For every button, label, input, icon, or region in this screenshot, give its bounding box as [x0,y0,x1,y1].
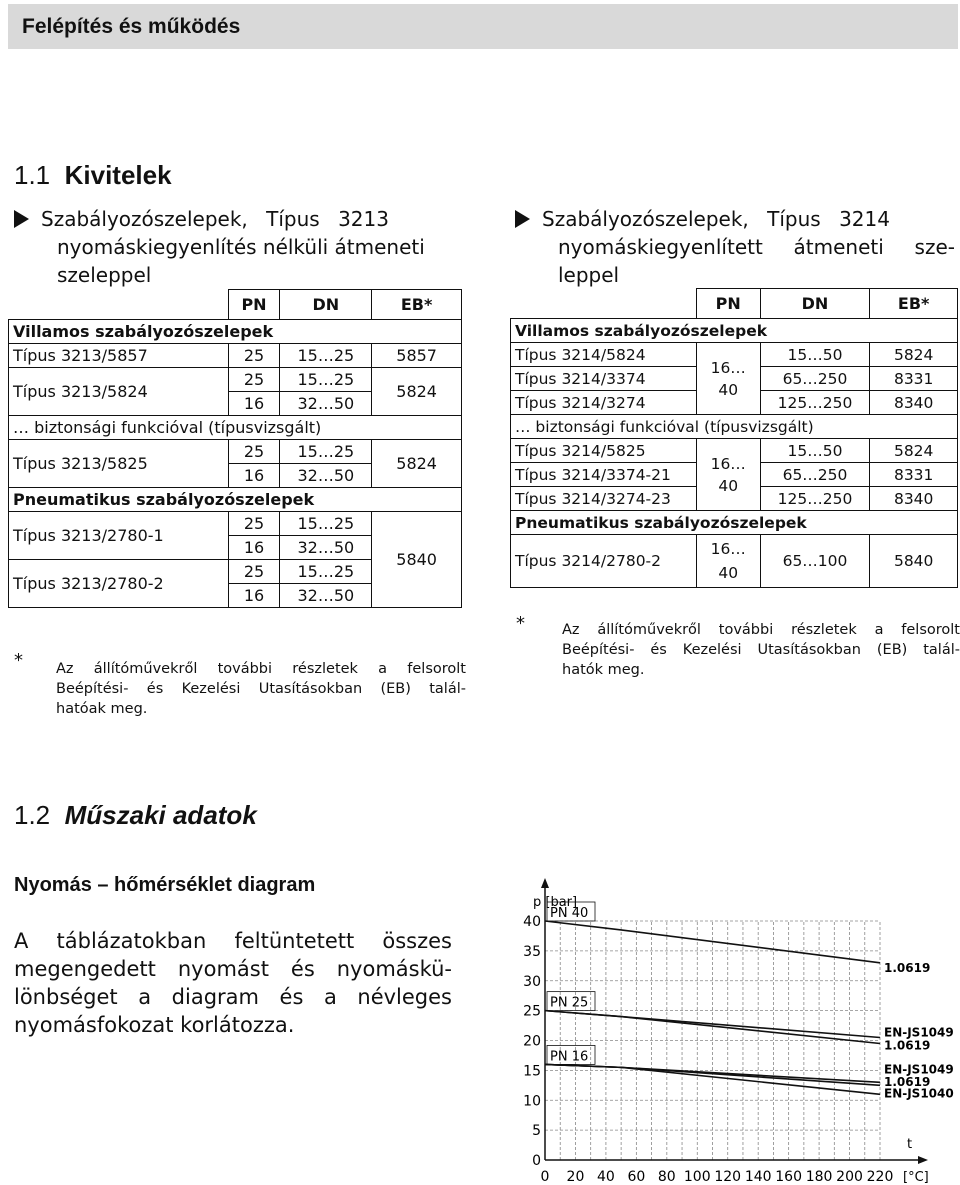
row-type: Típus 3213/5824 [9,368,229,416]
row-eb: 8340 [870,487,958,511]
row-eb: 5840 [870,535,958,588]
row-dn: 125…250 [760,487,870,511]
para-line-3: lönbséget a diagram és a névleges [14,985,452,1009]
section-2-title [14,800,257,831]
chart-curve-labels [884,961,954,1100]
pressure-temperature-chart [515,878,960,1185]
row-type: Típus 3214/5824 [511,343,697,367]
row-pn: 25 [228,368,280,392]
bullet-triangle-icon [14,210,29,228]
caption-pneumatic: Pneumatikus szabályozószelepek [9,488,462,512]
row-eb: 5824 [372,368,462,416]
left-intro [14,205,454,289]
row-dn: 15…50 [760,343,870,367]
row-pn: 16… 40 [696,535,760,588]
row-type: Típus 3214/3274-23 [511,487,697,511]
left-intro-line-2: nyomáskiegyenlítés nélküli átmeneti [57,235,425,259]
x-tick-label: 40 [596,1169,615,1185]
diagram-paragraph [14,927,452,1039]
row-pn: 16… 40 [696,343,760,415]
left-intro-text-1: Szabályozószelepek, Típus 3213 [41,207,389,231]
curve-label: 1.0619 [884,1075,931,1090]
row-pn: 25 [228,512,280,536]
row-pn: 25 [228,440,280,464]
row-pn: 16 [228,584,280,608]
section-1-number: 1.1 [14,160,51,190]
note-line-3: hatóak meg. [56,701,148,717]
row-eb: 8331 [870,463,958,487]
y-axis-arrow [541,878,549,888]
left-table [8,289,462,608]
page-header-title: Felépítés és működés [22,15,241,38]
band-label: PN 40 [550,906,589,921]
col-pn: PN [228,290,280,320]
section-1-title [14,160,172,191]
row-dn: 65…250 [760,463,870,487]
caption-electric: Villamos szabályozószelepek [511,319,958,343]
diagram-heading: Nyomás – hőmérséklet diagram [14,874,316,896]
x-tick-label: 20 [566,1169,585,1185]
x-tick-label: 120 [714,1169,742,1185]
y-tick-label: 5 [532,1123,541,1140]
row-dn: 125…250 [760,391,870,415]
x-axis-arrow [918,1156,928,1164]
right-intro-line-3: leppel [558,263,620,287]
y-axis-label: p [bar] [533,895,578,910]
table-row [511,343,958,367]
y-tick-label: 10 [523,1093,541,1110]
caption-safety: … biztonsági funkcióval (típusvizsgált) [511,415,958,439]
table-row [9,344,462,368]
row-dn: 15…25 [280,344,372,368]
row-eb: 8340 [870,391,958,415]
curve-label: EN-JS1049 [884,1025,954,1040]
row-dn: 15…25 [280,368,372,392]
section-2-label: Műszaki adatok [64,800,257,830]
col-pn: PN [696,289,760,319]
table-row [511,439,958,463]
table-row [511,535,958,588]
col-dn: DN [760,289,870,319]
row-dn: 15…25 [280,440,372,464]
row-dn: 15…25 [280,512,372,536]
para-line-4: nyomásfokozat korlátozza. [14,1013,295,1037]
row-type: Típus 3213/2780-1 [9,512,229,560]
col-dn: DN [280,290,372,320]
right-table-header [511,289,958,319]
row-dn: 32…50 [280,536,372,560]
chart-axes [533,878,929,1185]
caption-electric: Villamos szabályozószelepek [9,320,462,344]
page-header [8,4,958,49]
note-line-3: hatók meg. [562,662,645,678]
left-intro-line-1 [14,205,454,233]
row-dn: 65…250 [760,367,870,391]
right-footnote [516,613,960,688]
y-tick-label: 40 [523,914,541,930]
curve-label: EN-JS1049 [884,1062,954,1077]
row-eb: 5824 [870,343,958,367]
bullet-triangle-icon [515,210,530,228]
y-tick-label: 25 [523,1003,541,1020]
x-tick-label: 200 [836,1169,863,1185]
x-tick-label: 160 [775,1169,803,1185]
y-tick-label: 15 [523,1063,541,1080]
x-tick-label: 140 [744,1169,772,1185]
right-intro [515,205,955,289]
row-dn: 32…50 [280,584,372,608]
x-axis-label-symbol: t [907,1137,913,1152]
caption-safety: … biztonsági funkcióval (típusvizsgált) [9,416,462,440]
row-type: Típus 3213/2780-2 [9,560,229,608]
row-type: Típus 3214/3374-21 [511,463,697,487]
row-eb: 5824 [870,439,958,463]
caption-pneumatic: Pneumatikus szabályozószelepek [511,511,958,535]
y-tick-label: 0 [532,1153,541,1169]
row-type: Típus 3214/3374 [511,367,697,391]
row-dn: 32…50 [280,464,372,488]
band-label: PN 25 [550,995,589,1011]
para-line-2: megengedett nyomást és nyomáskü- [14,957,452,981]
row-type: Típus 3214/2780-2 [511,535,697,588]
x-tick-label: 80 [657,1169,676,1185]
note-line-1: Az állítóművekről további részletek a felsorolt [56,661,466,677]
row-eb: 5840 [372,512,462,608]
row-eb: 8331 [870,367,958,391]
right-intro-text-1: Szabályozószelepek, Típus 3214 [542,207,890,231]
x-tick-label: 180 [805,1169,833,1185]
row-dn: 15…25 [280,560,372,584]
note-line-2: Beépítési- és Kezelési Utasításokban (EB) talál- [56,681,466,697]
row-type: Típus 3214/5825 [511,439,697,463]
y-tick-label: 20 [523,1033,541,1050]
row-pn: 16 [228,392,280,416]
x-tick-label: 220 [866,1169,894,1185]
row-type: Típus 3213/5857 [9,344,229,368]
table-row [9,512,462,536]
row-type: Típus 3213/5825 [9,440,229,488]
row-type: Típus 3214/3274 [511,391,697,415]
row-eb: 5824 [372,440,462,488]
col-eb: EB* [870,289,958,319]
left-footnote [14,650,466,725]
curve-label: 1.0619 [884,961,931,976]
row-dn: 32…50 [280,392,372,416]
row-dn: 15…50 [760,439,870,463]
left-table-header [9,290,462,320]
note-line-1: Az állítóművekről további részletek a felsorolt [562,622,960,638]
right-intro-line-1 [515,205,955,233]
left-intro-line-3: szeleppel [57,263,152,287]
row-pn: 25 [228,560,280,584]
row-pn: 16… 40 [696,439,760,511]
x-tick-label: 100 [683,1169,711,1185]
footnote-star: * [14,650,23,671]
y-tick-label: 30 [523,973,541,990]
row-eb: 5857 [372,344,462,368]
footnote-star: * [516,613,525,634]
band-label: PN 16 [550,1049,589,1065]
row-dn: 65…100 [760,535,870,588]
row-pn: 16 [228,536,280,560]
para-line-1: A táblázatokban feltüntetett összes [14,929,452,953]
row-pn: 25 [228,344,280,368]
right-intro-line-2: nyomáskiegyenlített átmeneti sze- [558,235,955,259]
note-line-2: Beépítési- és Kezelési Utasításokban (EB) talál- [562,642,960,658]
x-axis-label-unit: [°C] [903,1170,929,1185]
curve-label: EN-JS1040 [884,1086,954,1101]
curve-label: 1.0619 [884,1038,931,1053]
x-tick-label: 60 [627,1169,646,1185]
table-row [9,440,462,464]
x-tick-label: 0 [540,1169,550,1185]
table-row [9,368,462,392]
col-eb: EB* [372,290,462,320]
y-tick-label: 35 [523,943,541,960]
row-pn: 16 [228,464,280,488]
section-2-number: 1.2 [14,800,51,830]
section-1-label: Kivitelek [64,160,172,190]
right-table [510,288,958,588]
